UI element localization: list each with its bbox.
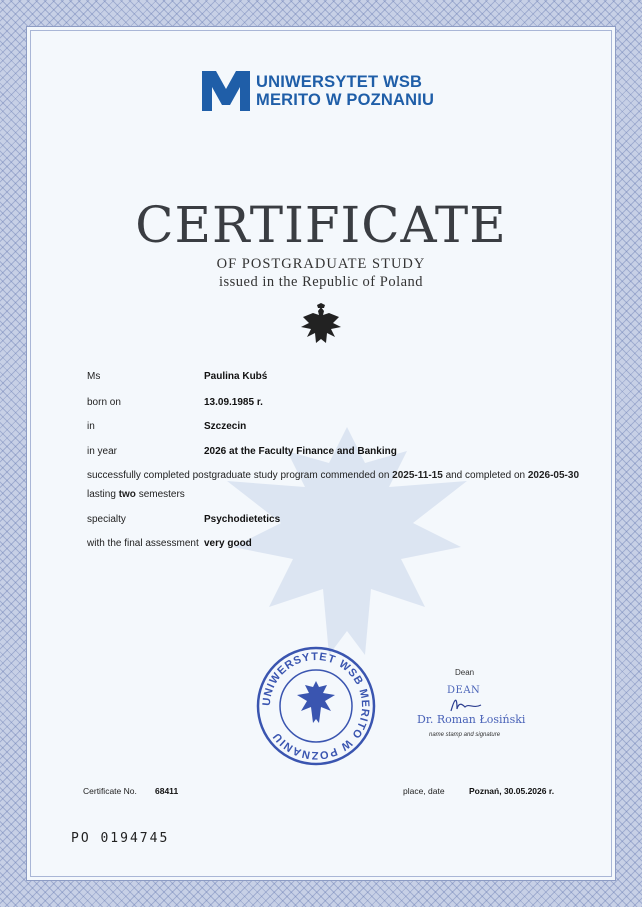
specialty-label: specialty bbox=[87, 514, 126, 525]
dean-label: Dean bbox=[455, 668, 475, 677]
dean-name: Dr. Roman Łosiński bbox=[417, 713, 526, 726]
m-logo-icon bbox=[202, 71, 250, 111]
completion-middle: and completed on bbox=[445, 470, 526, 481]
university-name-line2: MERITO W POZNANIU bbox=[256, 91, 435, 109]
commenced-date: 2025-11-15 bbox=[392, 470, 443, 481]
completion-prefix: successfully completed postgraduate study program commended on bbox=[87, 470, 390, 481]
assessment-value: very good bbox=[204, 538, 252, 549]
completed-date: 2026-05-30 bbox=[527, 470, 580, 481]
year-value: 2026 at the Faculty Finance and Banking bbox=[204, 446, 397, 457]
cert-no-value: 68411 bbox=[155, 786, 179, 796]
assessment-label: with the final assessment bbox=[87, 538, 199, 549]
stamp-text: UNIWERSYTET WSB MERITO W POZNANIU bbox=[260, 650, 372, 762]
university-logo bbox=[202, 71, 434, 111]
serial-number: PO 0194745 bbox=[71, 831, 170, 846]
cert-no-label: Certificate No. bbox=[83, 786, 137, 796]
university-name-line1: UNIWERSYTET WSB bbox=[256, 73, 423, 91]
signature-note: name stamp and signature bbox=[429, 732, 501, 738]
born-label: born on bbox=[87, 397, 121, 408]
signature-icon bbox=[447, 695, 487, 715]
certificate-body bbox=[26, 26, 616, 881]
in-label: in bbox=[87, 421, 95, 432]
salutation-label: Ms bbox=[87, 371, 101, 382]
certificate-title: CERTIFICATE bbox=[135, 196, 507, 254]
university-round-stamp bbox=[255, 645, 377, 767]
specialty-value: Psychodietetics bbox=[204, 514, 281, 525]
lasting-value: two bbox=[118, 489, 136, 500]
born-value: 13.09.1985 r. bbox=[204, 397, 263, 408]
lasting-suffix: semesters bbox=[138, 489, 185, 500]
certificate-subtitle: OF POSTGRADUATE STUDY bbox=[216, 256, 426, 272]
lasting-prefix: lasting bbox=[87, 489, 116, 500]
year-label: in year bbox=[87, 446, 118, 457]
place-date-label: place, date bbox=[403, 786, 445, 796]
dean-stamp-text: DEAN bbox=[447, 685, 481, 696]
in-value: Szczecin bbox=[204, 421, 247, 432]
certificate-issued-line: issued in the Republic of Poland bbox=[218, 274, 424, 290]
polish-eagle-icon bbox=[299, 303, 343, 351]
completion-line bbox=[87, 470, 579, 481]
place-date-value: Poznań, 30.05.2026 r. bbox=[469, 786, 555, 796]
lasting-line bbox=[87, 489, 185, 500]
recipient-name: Paulina Kubś bbox=[204, 371, 268, 382]
